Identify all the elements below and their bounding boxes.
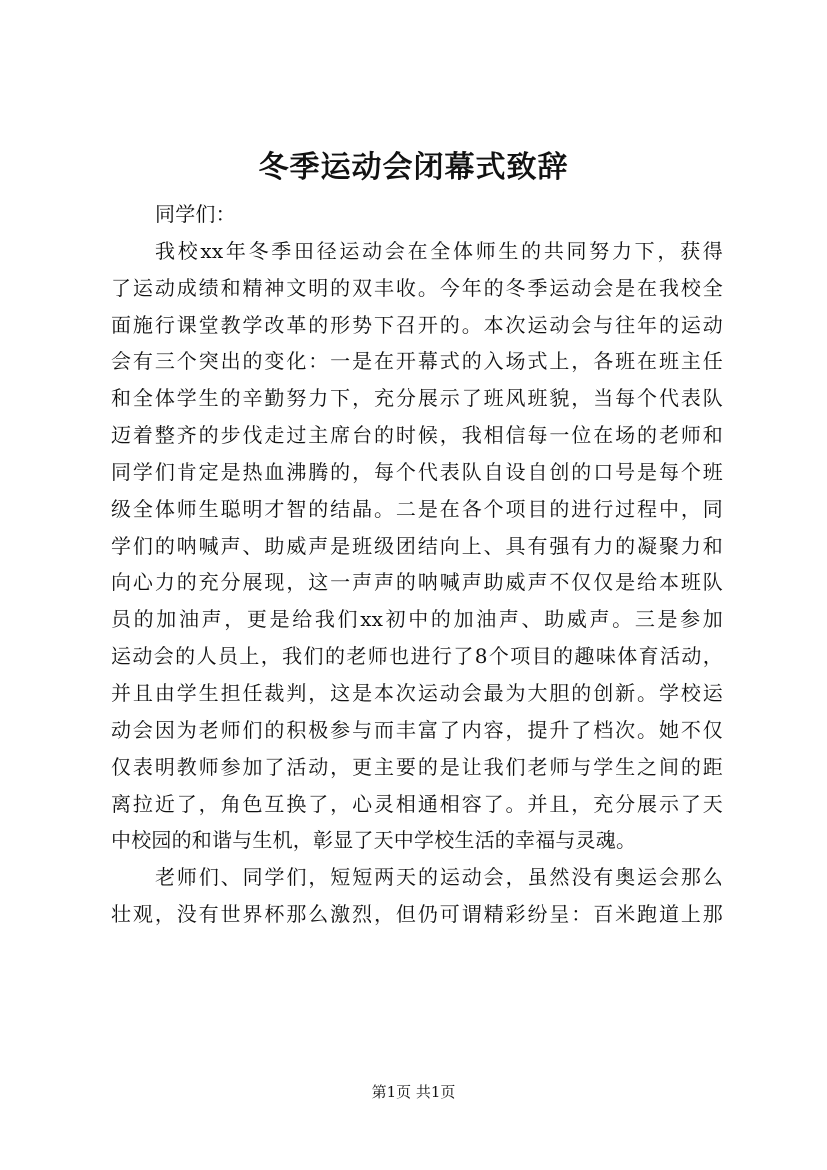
body-line: 老师们、同学们，短短两天的运动会，虽然没有奥运会那么	[155, 865, 723, 890]
body-line: 我校xx年冬季田径运动会在全体师生的共同努力下，获得	[155, 238, 723, 263]
body-line: 中校园的和谐与生机，彰显了天中学校生活的幸福与灵魂。	[111, 828, 637, 853]
body-line: 离拉近了，角色互换了，心灵相通相容了。并且，充分展示了天	[111, 791, 723, 816]
document-body	[111, 196, 723, 933]
body-line: 迈着整齐的步伐走过主席台的时候，我相信每一位在场的老师和	[111, 423, 723, 448]
body-line: 员的加油声，更是给我们xx初中的加油声、助威声。三是参加	[111, 607, 723, 632]
page-footer: 第1页 共1页	[371, 1083, 456, 1101]
body-line: 和全体学生的辛勤努力下，充分展示了班风班貌，当每个代表队	[111, 386, 723, 411]
body-line: 壮观，没有世界杯那么激烈，但仍可谓精彩纷呈：百米跑道上那	[111, 902, 723, 927]
body-line: 运动会的人员上，我们的老师也进行了8个项目的趣味体育活动，	[111, 644, 723, 669]
document-title: 冬季运动会闭幕式致辞	[258, 150, 569, 185]
body-line: 同学们肯定是热血沸腾的，每个代表队自设自创的口号是每个班	[111, 459, 723, 484]
body-line: 级全体师生聪明才智的结晶。二是在各个项目的进行过程中，同	[111, 496, 723, 521]
body-line: 仅表明教师参加了活动，更主要的是让我们老师与学生之间的距	[111, 754, 723, 779]
body-line: 了运动成绩和精神文明的双丰收。今年的冬季运动会是在我校全	[111, 275, 723, 300]
body-line: 动会因为老师们的积极参与而丰富了内容，提升了档次。她不仅	[111, 717, 723, 742]
body-line: 会有三个突出的变化：一是在开幕式的入场式上，各班在班主任	[111, 349, 723, 374]
body-line: 同学们：	[155, 202, 236, 226]
body-line: 向心力的充分展现，这一声声的呐喊声助威声不仅仅是给本班队	[111, 570, 723, 595]
body-line: 面施行课堂教学改革的形势下召开的。本次运动会与往年的运动	[111, 312, 723, 337]
body-line: 学们的呐喊声、助威声是班级团结向上、具有强有力的凝聚力和	[111, 533, 723, 558]
body-line: 并且由学生担任裁判，这是本次运动会最为大胆的创新。学校运	[111, 680, 723, 705]
